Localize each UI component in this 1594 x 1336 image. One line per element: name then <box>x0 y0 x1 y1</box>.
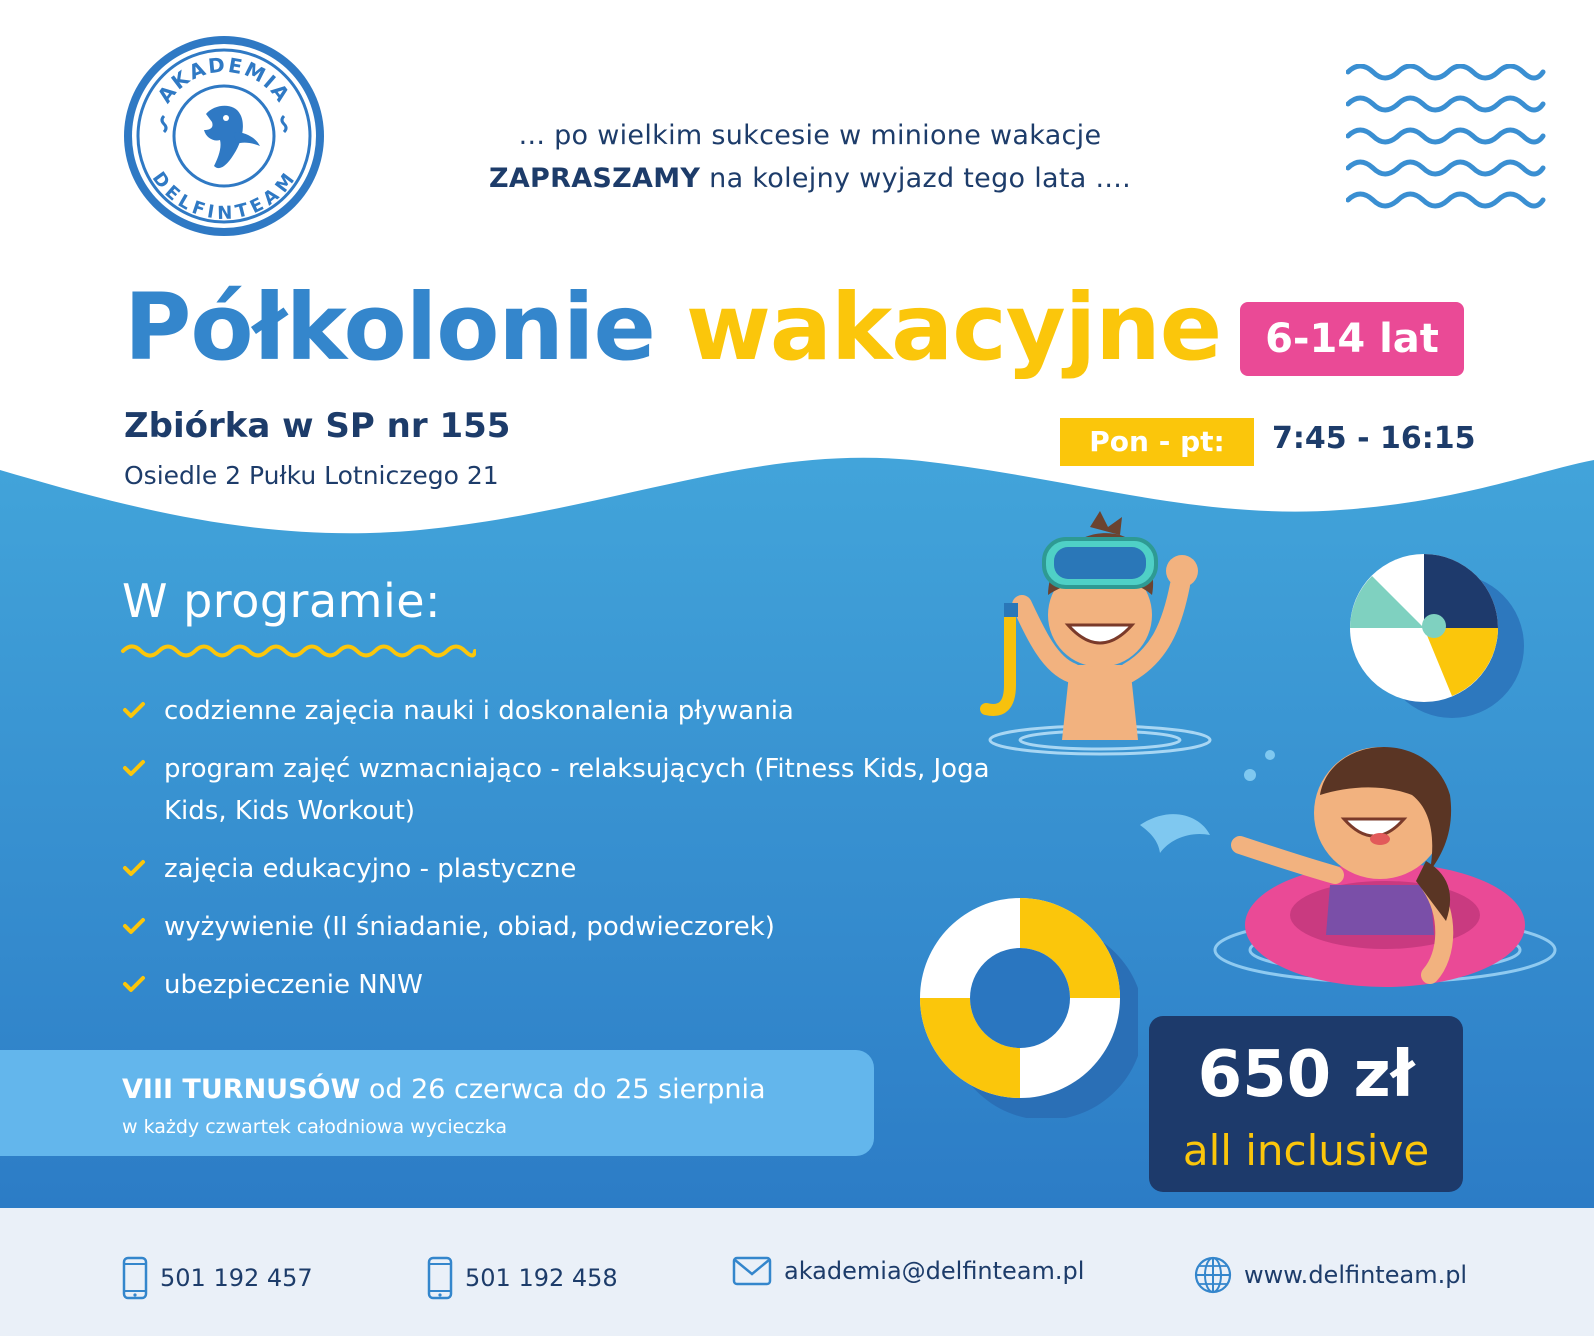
contact-text: akademia@delfinteam.pl <box>784 1257 1085 1285</box>
check-icon <box>122 758 146 778</box>
turnus-count: VIII TURNUSÓW <box>122 1074 361 1105</box>
intro-line2 <box>330 157 1290 200</box>
list-item <box>122 690 1042 732</box>
turnus-excursion: w każdy czwartek całodniowa wycieczka <box>122 1116 508 1138</box>
globe-icon <box>1194 1256 1232 1294</box>
beach-ball-illustration <box>1342 548 1532 718</box>
intro-line1: ... po wielkim sukcesie w minione wakacje <box>518 120 1102 151</box>
program-title: W programie: <box>122 574 442 628</box>
phone-icon <box>122 1256 148 1300</box>
program-list <box>122 690 1042 1022</box>
mail-icon <box>732 1256 772 1286</box>
check-icon <box>122 700 146 720</box>
title-part1: Półkolonie <box>124 274 655 381</box>
zigzag-underline <box>120 640 476 662</box>
intro-line2-rest: na kolejny wyjazd tego lata .... <box>700 163 1132 194</box>
schedule-hours: 7:45 - 16:15 <box>1272 421 1476 456</box>
meeting-address: Osiedle 2 Pułku Lotniczego 21 <box>124 461 499 490</box>
age-badge: 6-14 lat <box>1240 302 1464 376</box>
meeting-title: Zbiórka w SP nr 155 <box>124 406 511 446</box>
logo-top-text: AKADEMIA <box>152 52 296 108</box>
check-icon <box>122 974 146 994</box>
program-item-text: codzienne zajęcia nauki i doskonalenia pływania <box>164 696 794 726</box>
check-icon <box>122 916 146 936</box>
girl-swim-ring-illustration <box>1130 735 1560 1025</box>
contact-email[interactable] <box>732 1256 1084 1286</box>
program-item-text: program zajęć wzmacniająco - relaksujących (Fitness Kids, Joga Kids, Kids Workout) <box>164 754 990 826</box>
turnus-dates <box>122 1074 766 1105</box>
program-item-text: zajęcia edukacyjno - plastyczne <box>164 854 577 884</box>
program-item-text: wyżywienie (II śniadanie, obiad, podwieczorek) <box>164 912 775 942</box>
check-icon <box>122 858 146 878</box>
page-title <box>124 274 1222 381</box>
title-part2: wakacyjne <box>685 274 1222 381</box>
contact-phone-1[interactable] <box>122 1256 313 1300</box>
program-item-text: ubezpieczenie NNW <box>164 970 423 1000</box>
phone-icon <box>427 1256 453 1300</box>
contact-text: www.delfinteam.pl <box>1244 1261 1468 1289</box>
turnus-range: od 26 czerwca do 25 sierpnia <box>360 1074 766 1105</box>
contact-phone-2[interactable] <box>427 1256 618 1300</box>
list-item <box>122 964 1042 1006</box>
intro-line2-bold: ZAPRASZAMY <box>488 163 701 194</box>
decorative-waves <box>1346 64 1546 214</box>
list-item <box>122 906 1042 948</box>
akademia-delfinteam-logo <box>122 34 326 238</box>
list-item <box>122 848 1042 890</box>
price-amount: 650 zł <box>1197 1038 1415 1112</box>
schedule-days-badge: Pon - pt: <box>1060 418 1254 466</box>
contact-website[interactable] <box>1194 1256 1467 1294</box>
list-item <box>122 748 1042 832</box>
contact-text: 501 192 457 <box>160 1264 313 1292</box>
logo-bottom-text: DELFINTEAM <box>147 168 301 224</box>
price-box <box>1149 1016 1463 1192</box>
price-note: all inclusive <box>1182 1126 1430 1175</box>
life-ring-illustration <box>918 898 1138 1118</box>
contact-text: 501 192 458 <box>465 1264 618 1292</box>
intro-text <box>330 114 1290 200</box>
